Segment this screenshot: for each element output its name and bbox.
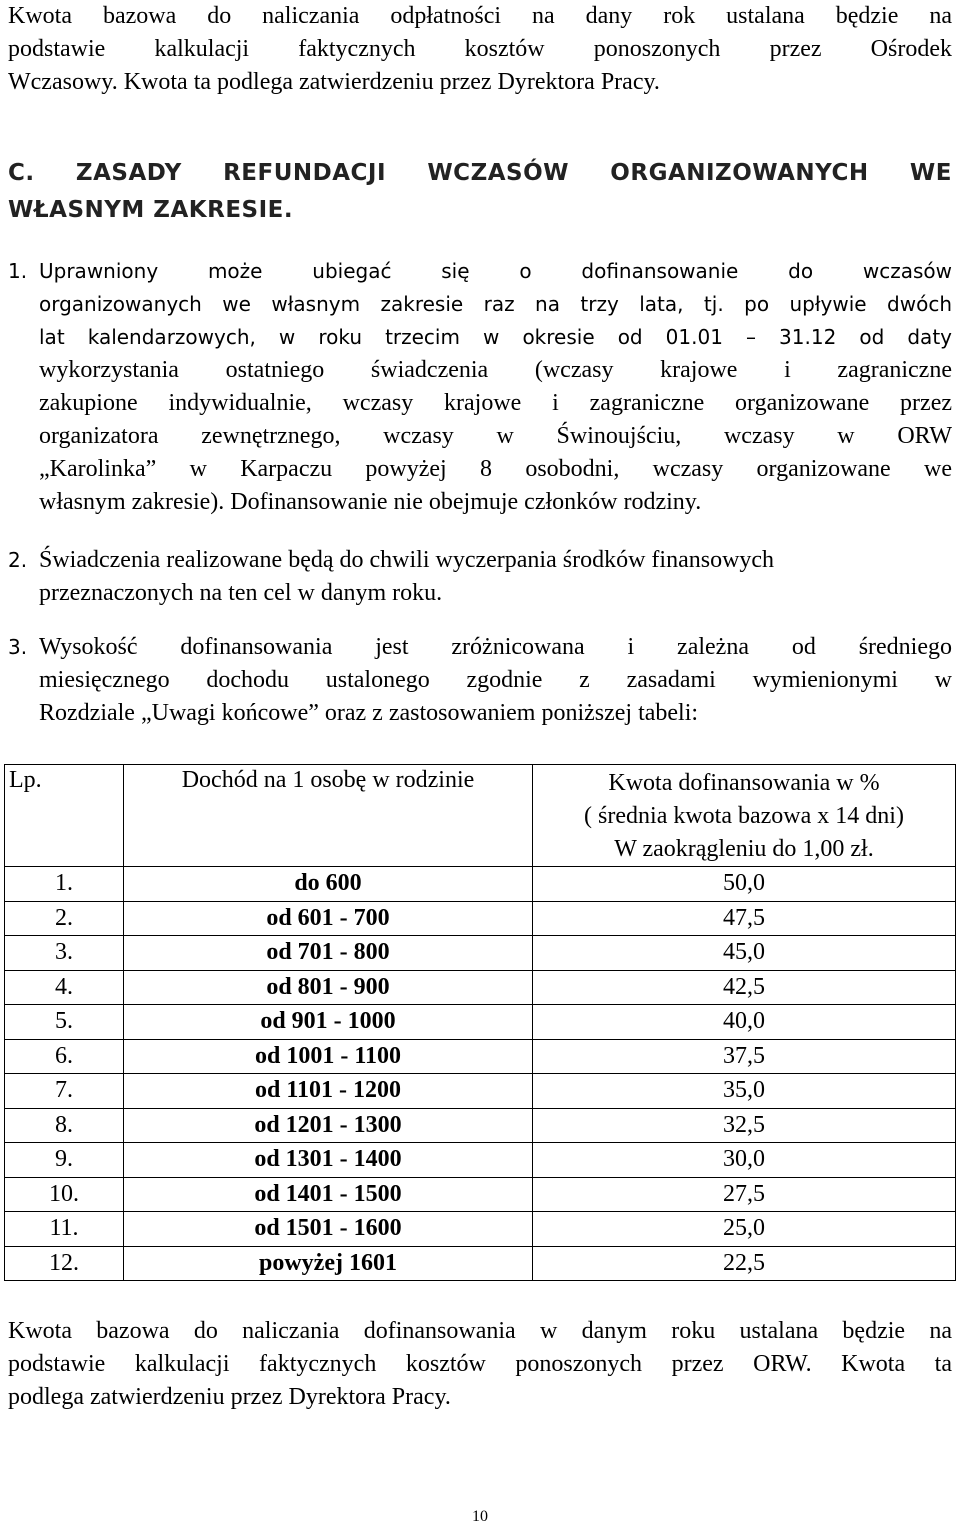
section-heading-line: WŁASNYM ZAKRESIE. [8,197,294,223]
table-row [5,936,956,971]
row-lp: 8. [5,1108,124,1143]
row-lp: 9. [5,1143,124,1178]
row-income: od 701 - 800 [124,936,533,971]
point-2 [8,544,952,610]
row-amount: 47,5 [533,901,956,936]
point-line: Uprawniony może ubiegać się o dofinansowanie do wczasów [39,259,952,283]
row-lp: 4. [5,970,124,1005]
point-line: lat kalendarzowych, w roku trzecim w okresie od 01.01 – 31.12 od daty [39,325,952,349]
point-line: Wysokość dofinansowania jest zróżnicowana i zależna od średniego [39,634,952,660]
section-heading [8,155,952,229]
row-lp: 6. [5,1039,124,1074]
row-lp: 2. [5,901,124,936]
table-row [5,1246,956,1281]
table-row [5,1039,956,1074]
point-line: wykorzystania ostatniego świadczenia (wczasy krajowe i zagraniczne [39,357,952,383]
table-row [5,1143,956,1178]
point-line: przeznaczonych na ten cel w danym roku. [39,580,443,606]
row-income: od 1101 - 1200 [124,1074,533,1109]
closing-line: podstawie kalkulacji faktycznych kosztów ponoszonych przez ORW. Kwota ta [8,1351,952,1377]
point-line: organizatora zewnętrznego, wczasy w Świnoujściu, wczasy w ORW [39,423,952,449]
point-line: zakupione indywidualnie, wczasy krajowe i zagraniczne organizowane przez [39,390,952,416]
point-line: Rozdziale „Uwagi końcowe” oraz z zastosowaniem poniższej tabeli: [39,700,699,726]
header-amount-line: ( średnia kwota bazowa x 14 dni) [584,803,904,829]
intro-line: Kwota bazowa do naliczania odpłatności na dany rok ustalana będzie na [8,3,952,29]
row-amount: 30,0 [533,1143,956,1178]
table-row [5,1177,956,1212]
point-3 [8,631,952,730]
header-amount-line: W zaokrągleniu do 1,00 zł. [614,836,874,862]
point-number: 1. [8,259,28,283]
row-amount: 27,5 [533,1177,956,1212]
table-row [5,1108,956,1143]
row-income: od 1001 - 1100 [124,1039,533,1074]
point-line: własnym zakresie). Dofinansowanie nie obejmuje członków rodziny. [39,489,702,515]
closing-line: Kwota bazowa do naliczania dofinansowania w danym roku ustalana będzie na [8,1318,952,1344]
row-lp: 1. [5,867,124,902]
point-line: organizowanych we własnym zakresie raz na trzy lata, tj. po upływie dwóch [39,292,952,316]
header-income: Dochód na 1 osobę w rodzinie [124,765,533,867]
row-amount: 45,0 [533,936,956,971]
table-row [5,901,956,936]
row-amount: 42,5 [533,970,956,1005]
row-income: powyżej 1601 [124,1246,533,1281]
row-amount: 25,0 [533,1212,956,1247]
row-lp: 12. [5,1246,124,1281]
header-amount [533,765,956,867]
header-lp: Lp. [5,765,124,867]
row-income: od 1501 - 1600 [124,1212,533,1247]
intro-line: Wczasowy. Kwota ta podlega zatwierdzeniu przez Dyrektora Pracy. [8,69,660,95]
intro-paragraph [8,0,952,99]
row-income: od 801 - 900 [124,970,533,1005]
table-header-row [5,765,956,867]
row-income: od 901 - 1000 [124,1005,533,1040]
table-row [5,1005,956,1040]
row-income: do 600 [124,867,533,902]
subsidy-table [4,764,956,1281]
intro-line: podstawie kalkulacji faktycznych kosztów ponoszonych przez Ośrodek [8,36,952,62]
point-line: Świadczenia realizowane będą do chwili wyczerpania środków finansowych [39,547,775,573]
closing-line: podlega zatwierdzeniu przez Dyrektora Pracy. [8,1384,451,1410]
row-lp: 11. [5,1212,124,1247]
row-income: od 1401 - 1500 [124,1177,533,1212]
point-number: 3. [8,635,28,659]
row-lp: 3. [5,936,124,971]
header-amount-line: Kwota dofinansowania w % [608,770,880,796]
page-number: 10 [472,1508,488,1525]
row-income: od 1201 - 1300 [124,1108,533,1143]
point-line: miesięcznego dochodu ustalonego zgodnie z zasadami wymienionymi w [39,667,952,693]
point-number: 2. [8,548,28,572]
row-amount: 40,0 [533,1005,956,1040]
section-heading-line: C. ZASADY REFUNDACJI WCZASÓW ORGANIZOWANYCH WE [8,160,952,186]
row-amount: 32,5 [533,1108,956,1143]
row-lp: 7. [5,1074,124,1109]
row-lp: 5. [5,1005,124,1040]
row-amount: 50,0 [533,867,956,902]
point-line: „Karolinka” w Karpaczu powyżej 8 osobodni, wczasy organizowane we [39,456,952,482]
row-income: od 601 - 700 [124,901,533,936]
row-income: od 1301 - 1400 [124,1143,533,1178]
row-amount: 35,0 [533,1074,956,1109]
table-row [5,1074,956,1109]
point-1 [8,255,952,519]
row-amount: 22,5 [533,1246,956,1281]
closing-paragraph [8,1315,952,1414]
table-body [5,867,956,1281]
table-row [5,970,956,1005]
table-row [5,867,956,902]
table-row [5,1212,956,1247]
row-amount: 37,5 [533,1039,956,1074]
row-lp: 10. [5,1177,124,1212]
